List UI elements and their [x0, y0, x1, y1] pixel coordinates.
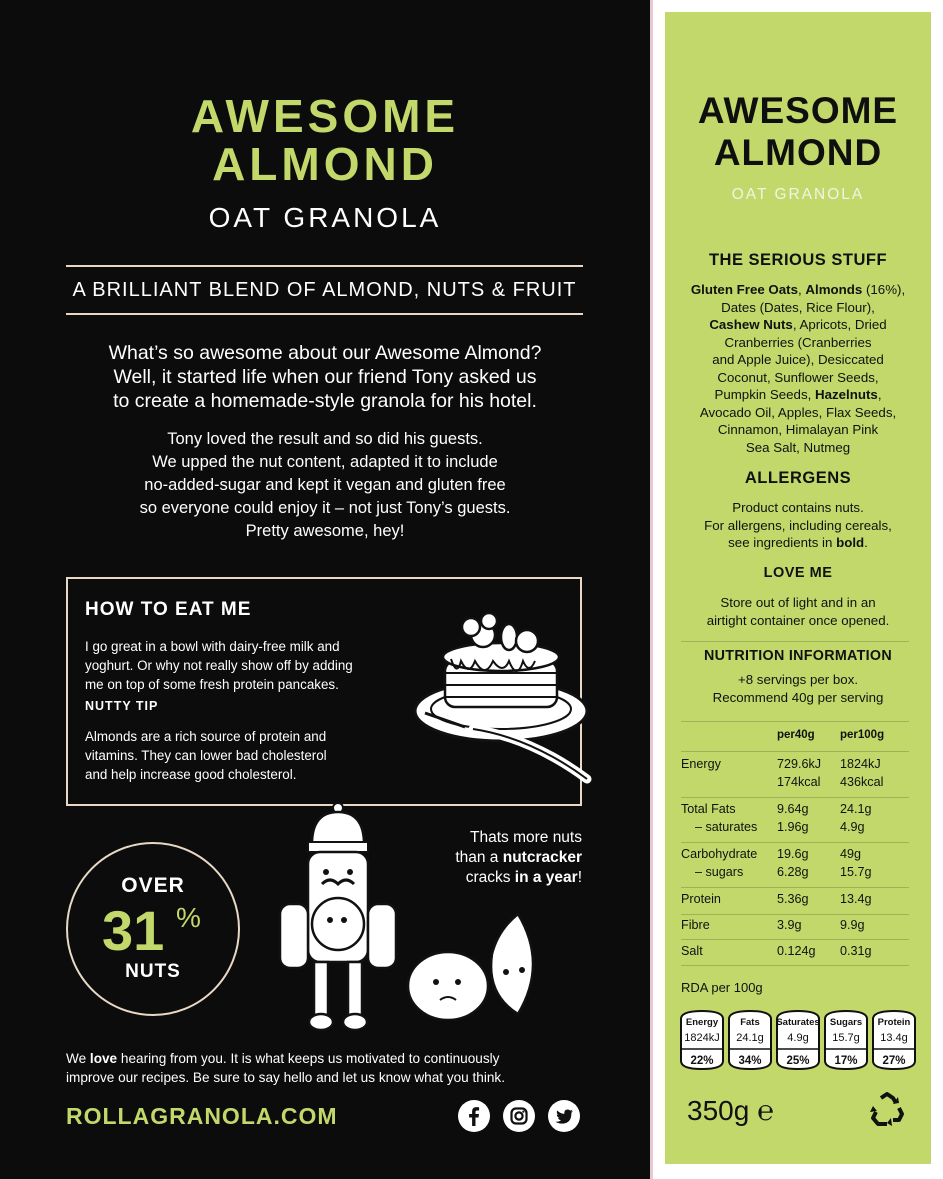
nutrient-per-100g: 9.9g: [840, 918, 865, 932]
rda-heading: RDA per 100g: [681, 980, 763, 995]
side-product-title: AWESOME ALMOND: [697, 90, 899, 173]
serious-stuff-heading: THE SERIOUS STUFF: [708, 251, 888, 269]
nutrient-per-40g: 0.124g: [777, 944, 816, 958]
nutrient-name: – saturates: [695, 820, 758, 834]
nutrient-per-40g: 6.28g: [777, 865, 809, 879]
allergen-ingredient: Almonds: [805, 282, 863, 297]
intro-paragraph-1: What’s so awesome about our Awesome Almond? Well, it started life when our friend Tony asked us to create a homemade-style granola for his hotel.: [108, 342, 542, 412]
rda-label: Saturates: [776, 1017, 820, 1028]
rda-value: 4.9g: [787, 1032, 809, 1044]
nutrient-name: Protein: [681, 892, 721, 906]
product-title: AWESOME ALMOND: [190, 90, 460, 190]
nutrition-heading: NUTRITION INFORMATION: [704, 648, 892, 664]
rda-percent: 25%: [786, 1055, 810, 1067]
how-to-eat-box: [66, 577, 582, 806]
nutrition-rule-8: [681, 965, 909, 966]
servings-text: +8 servings per box. Recommend 40g per serving: [712, 672, 884, 705]
nutrient-per-40g: 1.96g: [777, 820, 809, 834]
side-product-subtitle: OAT GRANOLA: [731, 186, 865, 203]
rda-badge: [679, 1009, 725, 1071]
nutrient-per-40g: 729.6kJ: [777, 757, 822, 771]
nutrient-name: – sugars: [695, 865, 744, 879]
nutrition-rule-7: [681, 939, 909, 940]
nutrient-per-100g: 4.9g: [840, 820, 865, 834]
rda-badge: [727, 1009, 773, 1071]
nutrition-rule-6: [681, 914, 909, 915]
nutrient-per-40g: 19.6g: [777, 847, 809, 861]
nutrient-per-100g: 49g: [840, 847, 862, 861]
nutrition-rule-3: [681, 797, 909, 798]
nutrient-per-40g: 5.36g: [777, 892, 809, 906]
col-per-100g: per100g: [840, 729, 885, 741]
allergens-heading: ALLERGENS: [744, 469, 852, 487]
allergen-ingredient: Hazelnuts: [815, 387, 878, 402]
nutrient-per-40g: 9.64g: [777, 802, 809, 816]
panel-divider: [650, 0, 653, 1179]
nutrient-per-100g: 0.31g: [840, 944, 872, 958]
instagram-icon[interactable]: [503, 1100, 535, 1132]
rda-badge: [871, 1009, 917, 1071]
feedback-note: We love hearing from you. It is what keeps us motivated to continuously improve our recipes. Be sure to say hello and let us know what you think.: [66, 1051, 506, 1085]
rda-percent: 27%: [882, 1055, 906, 1067]
divider-top: [66, 265, 583, 267]
nutrition-rule-top: [681, 641, 909, 642]
nutrition-rule-4: [681, 842, 909, 843]
love-me-heading: LOVE ME: [763, 565, 833, 581]
rda-value: 15.7g: [832, 1032, 860, 1044]
rda-label: Fats: [740, 1017, 760, 1028]
recycle-icon: [867, 1090, 907, 1130]
nutcracker-illustration: [268, 798, 408, 1038]
rda-value: 24.1g: [736, 1032, 764, 1044]
how-to-eat-text: I go great in a bowl with dairy-free milk and yoghurt. Or why not really show off by adding me on top of some fresh protein pancakes.: [85, 639, 353, 692]
allergen-ingredient: Cashew Nuts: [709, 317, 793, 332]
allergens-text: Product contains nuts. For allergens, including cereals, see ingredients in bold.: [704, 500, 892, 550]
rda-percent: 34%: [738, 1055, 762, 1067]
ingredients-list: Gluten Free Oats, Almonds (16%), Dates (Dates, Rice Flour), Cashew Nuts, Apricots, Dried Cranberries (Cranberries and Apple Juice), Desiccated Coconut, Sunflower Seeds, Pumpkin Seeds, Hazelnuts, Avocado Oil, Apples, Flax Seeds, Cinnamon, Himalayan Pink Sea Salt, Nutmeg: [690, 282, 906, 455]
nutrition-rule-1: [681, 721, 909, 722]
nutty-tip-text: Almonds are a rich source of protein and vitamins. They can lower bad cholesterol and help increase good cholesterol.: [85, 729, 327, 782]
twitter-icon[interactable]: [548, 1100, 580, 1132]
intro-paragraph-2: Tony loved the result and so did his guests. We upped the nut content, adapted it to include no-added-sugar and kept it vegan and gluten free so everyone could enjoy it – not just Tony’s guests. Pretty awesome, hey!: [139, 430, 511, 540]
tagline: A BRILLIANT BLEND OF ALMOND, NUTS & FRUIT: [72, 279, 577, 301]
rda-percent: 22%: [690, 1055, 714, 1067]
estimated-mark-icon: ℮: [757, 1095, 774, 1126]
how-to-eat-heading: HOW TO EAT ME: [85, 599, 252, 620]
divider-bottom: [66, 313, 583, 315]
nutrient-per-100g: 13.4g: [840, 892, 872, 906]
net-weight: 350g ℮: [687, 1095, 774, 1126]
pancake-stack-illustration: [413, 601, 593, 786]
rda-value: 1824kJ: [684, 1032, 720, 1044]
nutrient-name: Carbohydrate: [681, 847, 758, 861]
nutrition-rule-5: [681, 887, 909, 888]
side-panel: [665, 12, 931, 1164]
rda-label: Protein: [877, 1017, 911, 1028]
rda-value: 13.4g: [880, 1032, 908, 1044]
nutrition-rule-2: [681, 751, 909, 752]
product-subtitle: OAT GRANOLA: [208, 202, 442, 233]
nutrient-name: Energy: [681, 757, 721, 771]
website-link[interactable]: ROLLAGRANOLA.COM: [66, 1103, 338, 1129]
nutrient-per-100g: 1824kJ: [840, 757, 881, 771]
nutrient-name: Total Fats: [681, 802, 736, 816]
nutrient-per-40g: 3.9g: [777, 918, 802, 932]
rda-badge: [823, 1009, 869, 1071]
nutrient-per-40g: 174kcal: [777, 775, 821, 789]
col-per-40g: per40g: [777, 729, 815, 741]
rda-badge: [775, 1009, 821, 1071]
nut-content-badge: OVER 31 % NUTS: [66, 842, 240, 1016]
rda-label: Energy: [685, 1017, 719, 1028]
nutrient-per-100g: 24.1g: [840, 802, 872, 816]
rda-label: Sugars: [829, 1017, 863, 1028]
facebook-icon[interactable]: [458, 1100, 490, 1132]
allergen-ingredient: Gluten Free Oats: [690, 282, 798, 297]
nutcracker-fact: Thats more nuts than a nutcracker cracks in a year!: [455, 829, 582, 886]
storage-text: Store out of light and in an airtight container once opened.: [706, 595, 890, 628]
nutrient-per-100g: 436kcal: [840, 775, 884, 789]
rda-percent: 17%: [834, 1055, 858, 1067]
nutrient-name: Fibre: [681, 918, 710, 932]
nuts-illustration: [406, 908, 546, 1023]
nutrient-per-100g: 15.7g: [840, 865, 872, 879]
nutrient-name: Salt: [681, 944, 703, 958]
nutty-tip-heading: NUTTY TIP: [85, 699, 159, 713]
